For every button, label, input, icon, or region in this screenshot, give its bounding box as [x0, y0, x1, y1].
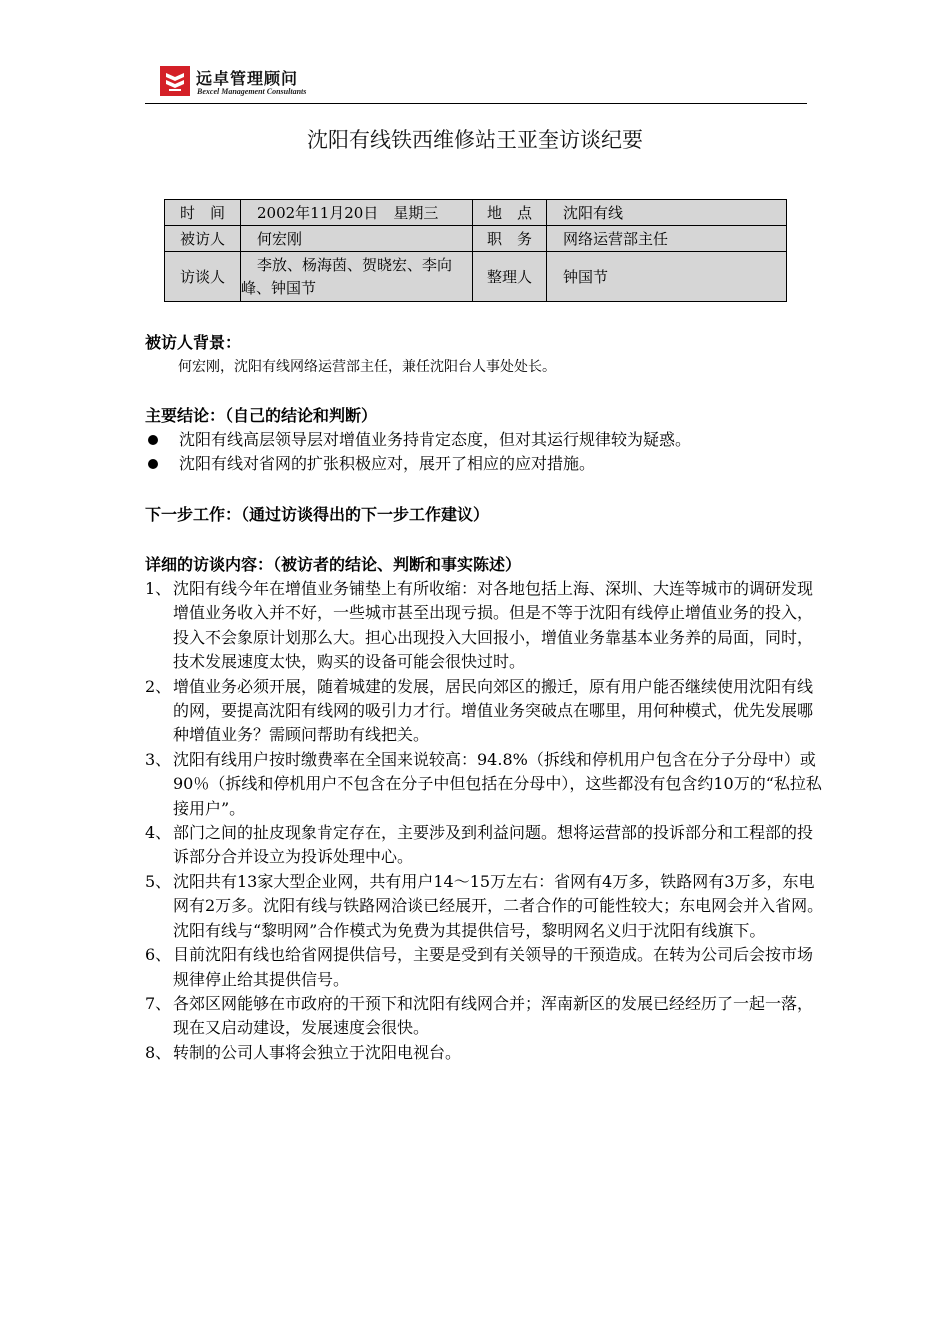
list-item: [145, 748, 825, 821]
item-text: 沈阳共有13家大型企业网，共有用户14～15万左右：省网有4万多，铁路网有3万多，东电网有2万多。沈阳有线与铁路网洽谈已经展开，二者合作的可能性较大；东电网会并入省网。沈阳有线与“黎明网”合作模式为免费为其提供信号，黎明网名义归于沈阳有线旗下。: [173, 871, 824, 940]
interviewer-value-line1: 李放、杨海茵、贺晓宏、李向: [257, 255, 453, 274]
list-item: [145, 675, 825, 748]
position-value: 网络运营部主任: [547, 226, 787, 252]
interviewer-value: [241, 252, 473, 302]
conclusions-heading: 主要结论：（自己的结论和判断）: [145, 406, 378, 425]
location-value: 沈阳有线: [547, 200, 787, 226]
time-value: 2002年11月20日 星期三: [241, 200, 473, 226]
background-heading: 被访人背景：: [145, 333, 242, 352]
organizer-label: 整理人: [473, 252, 547, 302]
interviewee-value: 何宏刚: [241, 226, 473, 252]
item-text: 各郊区网能够在市政府的干预下和沈阳有线网合并；浑南新区的发展已经经历了一起一落，现在又启动建设，发展速度会很快。: [173, 993, 814, 1038]
details-list: [145, 577, 825, 1065]
list-item: [145, 870, 825, 943]
item-number: 1、: [145, 579, 172, 598]
background-text: 何宏刚，沈阳有线网络运营部主任，兼任沈阳台人事处处长。: [178, 359, 556, 375]
table-row: [165, 226, 787, 252]
list-item: [145, 992, 825, 1041]
brand-name-cn: 远卓管理顾问: [196, 69, 299, 88]
item-number: 6、: [145, 945, 172, 965]
conclusions-list: [145, 428, 825, 476]
interviewee-label: 被访人: [165, 226, 241, 252]
location-label: 地 点: [473, 200, 547, 226]
conclusion-text: 沈阳有线高层领导层对增值业务持肯定态度，但对其运行规律较为疑惑。: [179, 430, 692, 449]
item-number: 4、: [145, 823, 172, 843]
position-label: 职 务: [473, 226, 547, 252]
list-item: [145, 1041, 825, 1065]
table-row: [165, 252, 787, 302]
interviewer-label: 访谈人: [165, 252, 241, 302]
item-text: 增值业务必须开展，随着城建的发展，居民向郊区的搬迁，原有用户能否继续使用沈阳有线的网，要提高沈阳有线网的吸引力才行。增值业务突破点在哪里，用何种模式，优先发展哪种增值业务？需顾问帮助有线把关。: [173, 676, 814, 745]
document-title: 沈阳有线铁西维修站王亚奎访谈纪要: [307, 128, 643, 152]
organizer-value: 钟国节: [547, 252, 787, 302]
item-text: 转制的公司人事将会独立于沈阳电视台。: [173, 1042, 462, 1062]
bullet-icon: [148, 459, 158, 469]
company-logo-icon: [160, 66, 190, 96]
time-label: 时 间: [165, 200, 241, 226]
table-row: [165, 200, 787, 226]
list-item: [145, 821, 825, 870]
list-item: [145, 943, 825, 992]
list-item: [145, 428, 825, 452]
item-number: 7、: [145, 993, 172, 1013]
bullet-icon: [148, 435, 158, 445]
conclusion-text: 沈阳有线对省网的扩张积极应对，展开了相应的应对措施。: [179, 454, 596, 473]
item-text: 目前沈阳有线也给省网提供信号，主要是受到有关领导的干预造成。在转为公司后会按市场规律停止给其提供信号。: [173, 945, 814, 989]
brand-name-en: Bexcel Management Consultants: [197, 87, 307, 96]
page-header: [145, 62, 807, 104]
next-steps-heading: 下一步工作：（通过访谈得出的下一步工作建议）: [145, 505, 490, 524]
item-text: 沈阳有线今年在增值业务铺垫上有所收缩：对各地包括上海、深圳、大连等城市的调研发现增值业务收入并不好，一些城市甚至出现亏损。但是不等于沈阳有线停止增值业务的投入，投入不会象原计划那么大。担心出现投入大回报小，增值业务靠基本业务养的局面，同时，技术发展速度太快，购买的设备可能会很快过时。: [173, 579, 814, 672]
details-heading: 详细的访谈内容：（被访者的结论、判断和事实陈述）: [145, 555, 522, 574]
item-number: 8、: [145, 1042, 172, 1062]
list-item: [145, 452, 825, 476]
item-text: 部门之间的扯皮现象肯定存在，主要涉及到利益问题。想将运营部的投诉部分和工程部的投诉部分合并设立为投诉处理中心。: [173, 823, 814, 867]
interview-info-table: [164, 199, 787, 302]
list-item: [145, 577, 825, 675]
item-number: 5、: [145, 871, 172, 891]
item-number: 3、: [145, 749, 172, 769]
item-text: 沈阳有线用户按时缴费率在全国来说较高：94.8%（拆线和停机用户包含在分子分母中）或90％（拆线和停机用户不包含在分子中但包括在分母中），这些都没有包含约10万的“私拉私接用户”。: [173, 749, 822, 818]
item-number: 2、: [145, 676, 172, 696]
interviewer-value-line2: 峰、钟国节: [241, 278, 317, 297]
